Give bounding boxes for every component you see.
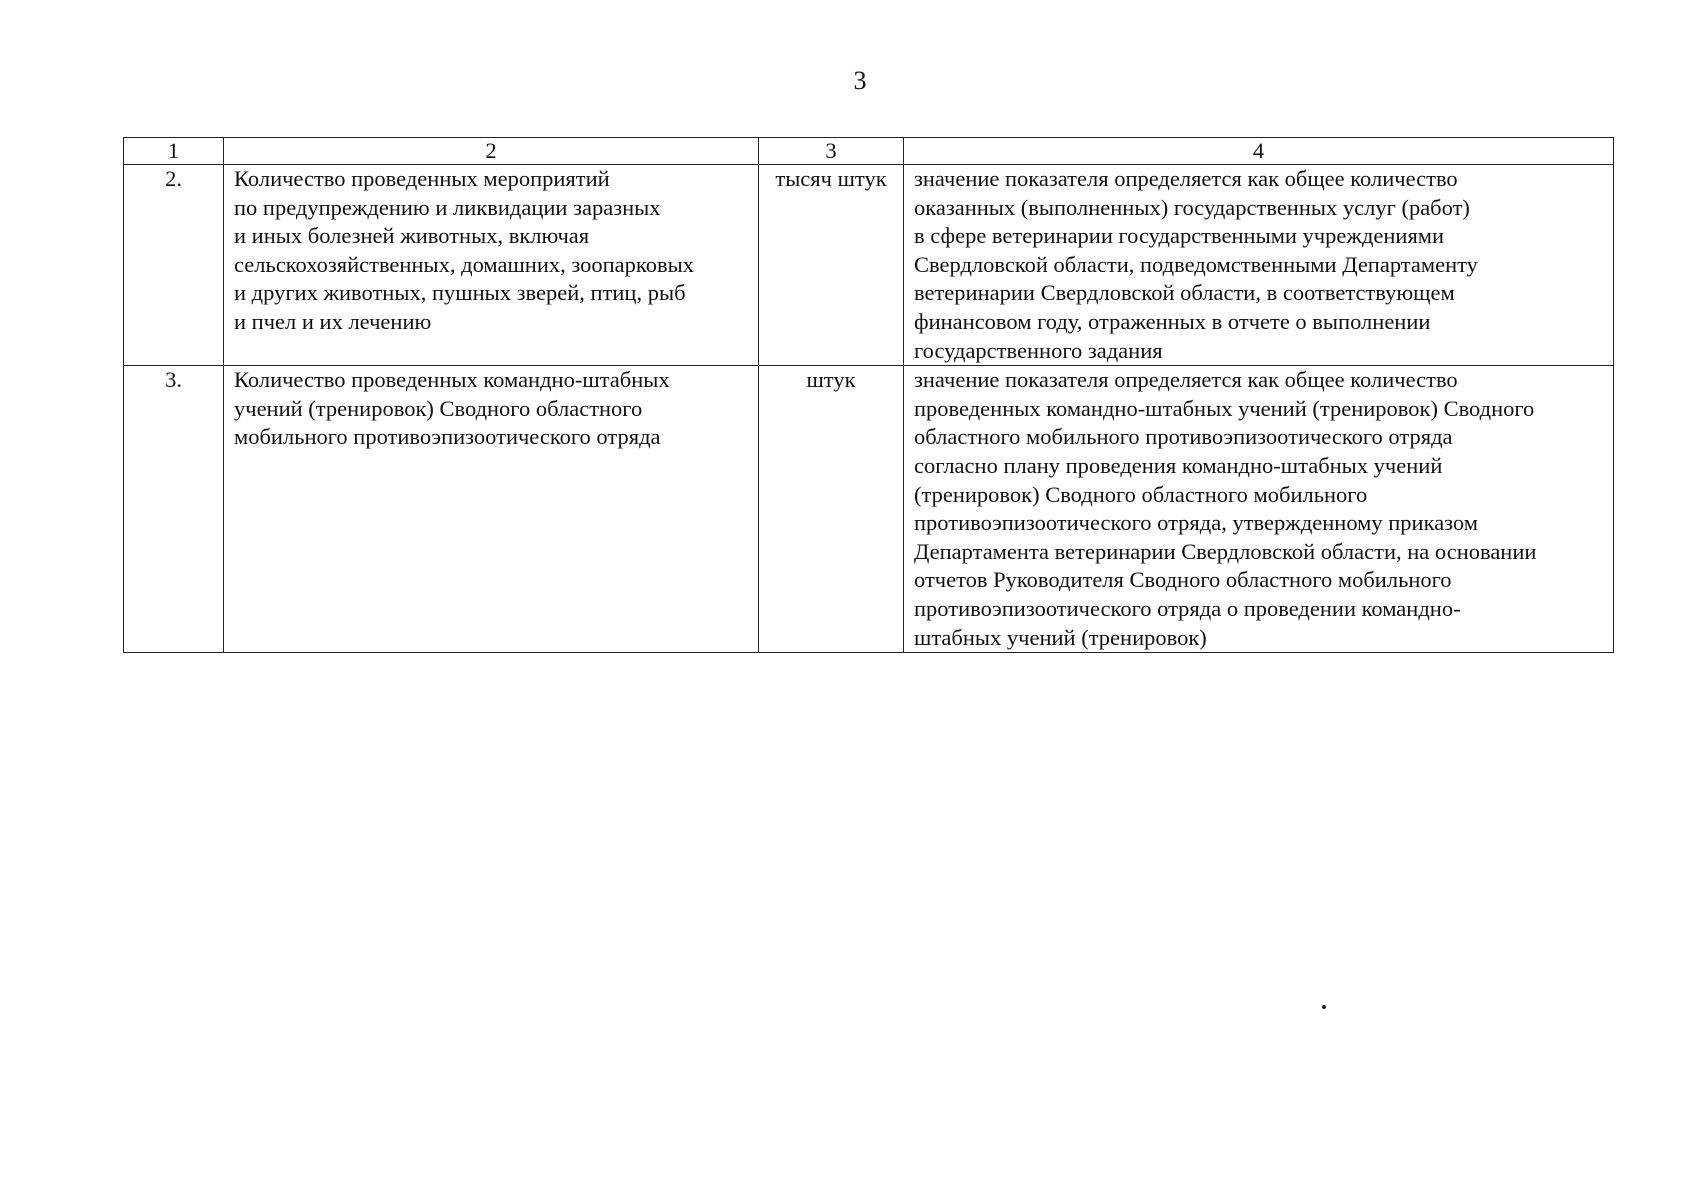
- header-cell-1: 1: [124, 138, 224, 165]
- page-number: 3: [853, 66, 867, 95]
- header-cell-3: 3: [759, 138, 904, 165]
- row-number: 3.: [124, 366, 224, 653]
- table-row: [124, 165, 1614, 366]
- row-number: 2.: [124, 165, 224, 366]
- unit-of-measure: штук: [759, 366, 904, 653]
- unit-of-measure: тысяч штук: [759, 165, 904, 366]
- header-cell-4: 4: [904, 138, 1614, 165]
- indicators-table: [123, 137, 1614, 653]
- table-header-row: [124, 138, 1614, 165]
- indicator-description: значение показателя определяется как общее количество оказанных (выполненных) государственных услуг (работ) в сфере ветеринарии государственными учреждениями Свердловской области, подведомственными Департаменту ветеринарии Свердловской области, в соответствующем финансовом году, отраженных в отчете о выполнении государственного задания: [904, 165, 1614, 366]
- scan-speck: [1322, 1005, 1326, 1009]
- indicator-name: Количество проведенных командно-штабных учений (тренировок) Сводного областного мобильного противоэпизоотического отряда: [224, 366, 759, 653]
- header-cell-2: 2: [224, 138, 759, 165]
- indicator-description: значение показателя определяется как общее количество проведенных командно-штабных учений (тренировок) Сводного областного мобильного противоэпизоотического отряда согласно плану проведения командно-штабных учений (тренировок) Сводного областного мобильного противоэпизоотического отряда, утвержденному приказом Департамента ветеринарии Свердловской области, на основании отчетов Руководителя Сводного областного мобильного противоэпизоотического отряда о проведении командно- штабных учений (тренировок): [904, 366, 1614, 653]
- table-row: [124, 366, 1614, 653]
- indicator-name: Количество проведенных мероприятий по предупреждению и ликвидации заразных и иных болезней животных, включая сельскохозяйственных, домашних, зоопарковых и других животных, пушных зверей, птиц, рыб и пчел и их лечению: [224, 165, 759, 366]
